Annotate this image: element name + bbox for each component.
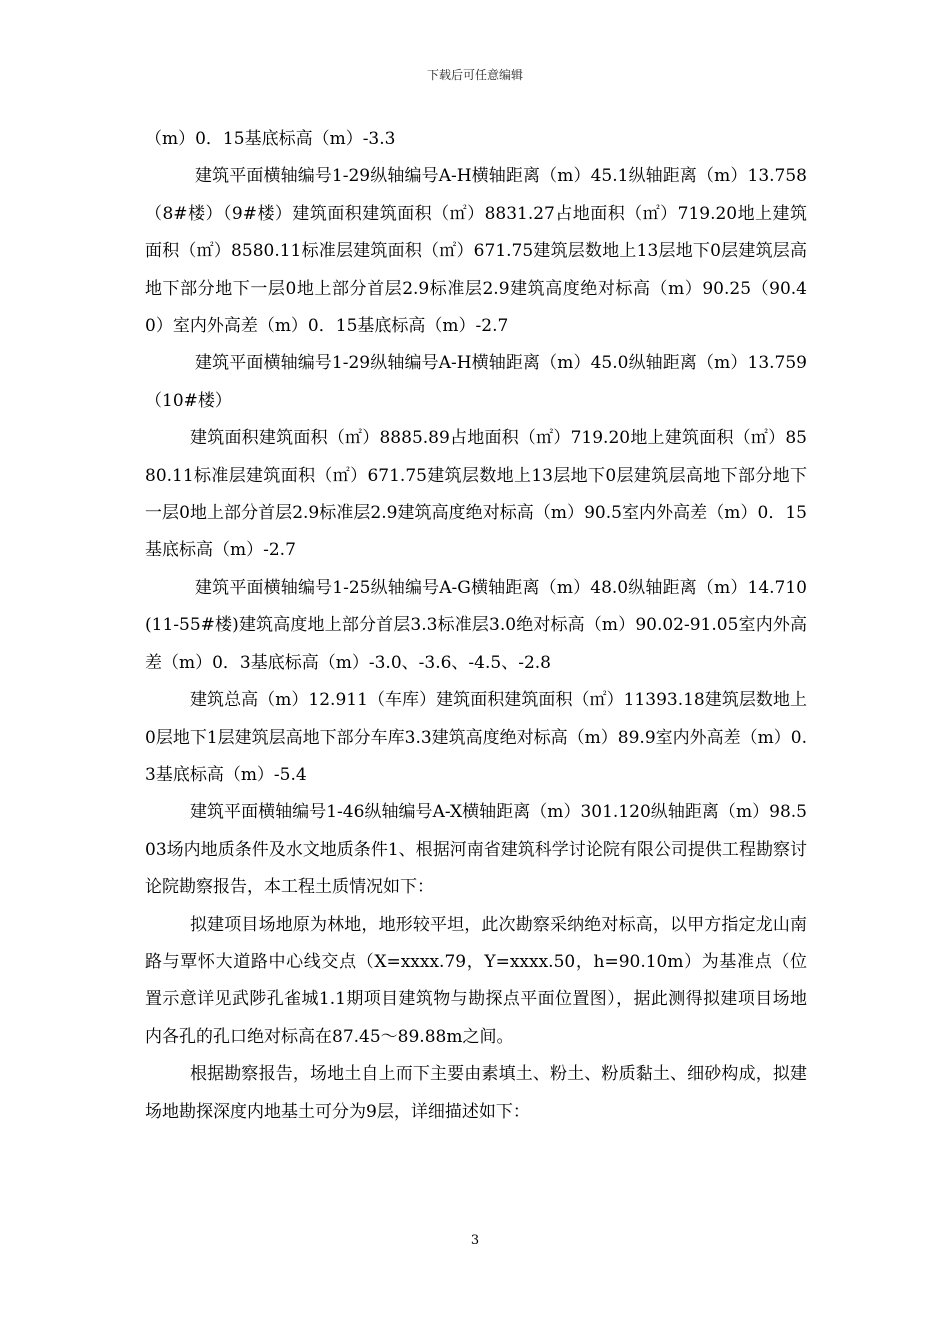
paragraph: 建筑面积建筑面积（㎡）8885.89占地面积（㎡）719.20地上建筑面积（㎡）8580.11标准层建筑面积（㎡）671.75建筑层数地上13层地下0层建筑层高地下部分地下一层0地上部分首层2.9标准层2.9建筑高度绝对标高（m）90.5室内外高差（m）0．15基底标高（m）-2.7 [145, 428, 807, 561]
paragraph: 建筑总高（m）12.911（车库）建筑面积建筑面积（㎡）11393.18建筑层数地上0层地下1层建筑层高地下部分车库3.3建筑高度绝对标高（m）89.9室内外高差（m）0.3基底标高（m）-5.4 [145, 690, 807, 785]
paragraph: 建筑平面横轴编号1-46纵轴编号A-X横轴距离（m）301.120纵轴距离（m）98.503场内地质条件及水文地质条件1、根据河南省建筑科学讨论院有限公司提供工程勘察讨论院勘察报告，本工程土质情况如下： [145, 802, 807, 898]
page-number: 3 [470, 1233, 480, 1248]
paragraph: 建筑平面横轴编号1-25纵轴编号A-G横轴距离（m）48.0纵轴距离（m）14.710(11-55#楼)建筑高度地上部分首层3.3标准层3.0绝对标高（m）90.02-91.05室内外高差（m）0．3基底标高（m）-3.0、-3.6、-4.5、-2.8 [145, 577, 807, 673]
paragraph: （m）0．15基底标高（m）-3.3 [145, 129, 396, 149]
document-body [145, 121, 807, 1131]
paragraph: 建筑平面横轴编号1-29纵轴编号A-H横轴距离（m）45.1纵轴距离（m）13.758（8#楼）（9#楼）建筑面积建筑面积（㎡）8831.27占地面积（㎡）719.20地上建筑面积（㎡）8580.11标准层建筑面积（㎡）671.75建筑层数地上13层地下0层建筑层高地下部分地下一层0地上部分首层2.9标准层2.9建筑高度绝对标高（m）90.25（90.40）室内外高差（m）0．15基底标高（m）-2.7 [145, 166, 807, 337]
page-header: 下载后可任意编辑 [426, 68, 523, 82]
paragraph: 建筑平面横轴编号1-29纵轴编号A-H横轴距离（m）45.0纵轴距离（m）13.759（10#楼） [145, 353, 807, 411]
paragraph: 拟建项目场地原为林地，地形较平坦，此次勘察采纳绝对标高，以甲方指定龙山南路与覃怀大道路中心线交点（X=xxxx.79，Y=xxxx.50，h=90.10m）为基准点（位置示意详见武陟孔雀城1.1期项目建筑物与勘探点平面位置图），据此测得拟建项目场地内各孔的孔口绝对标高在87.45～89.88m之间。 [145, 914, 807, 1047]
paragraph: 根据勘察报告，场地土自上而下主要由素填土、粉土、粉质黏土、细砂构成，拟建场地勘探深度内地基土可分为9层，详细描述如下： [145, 1064, 807, 1122]
